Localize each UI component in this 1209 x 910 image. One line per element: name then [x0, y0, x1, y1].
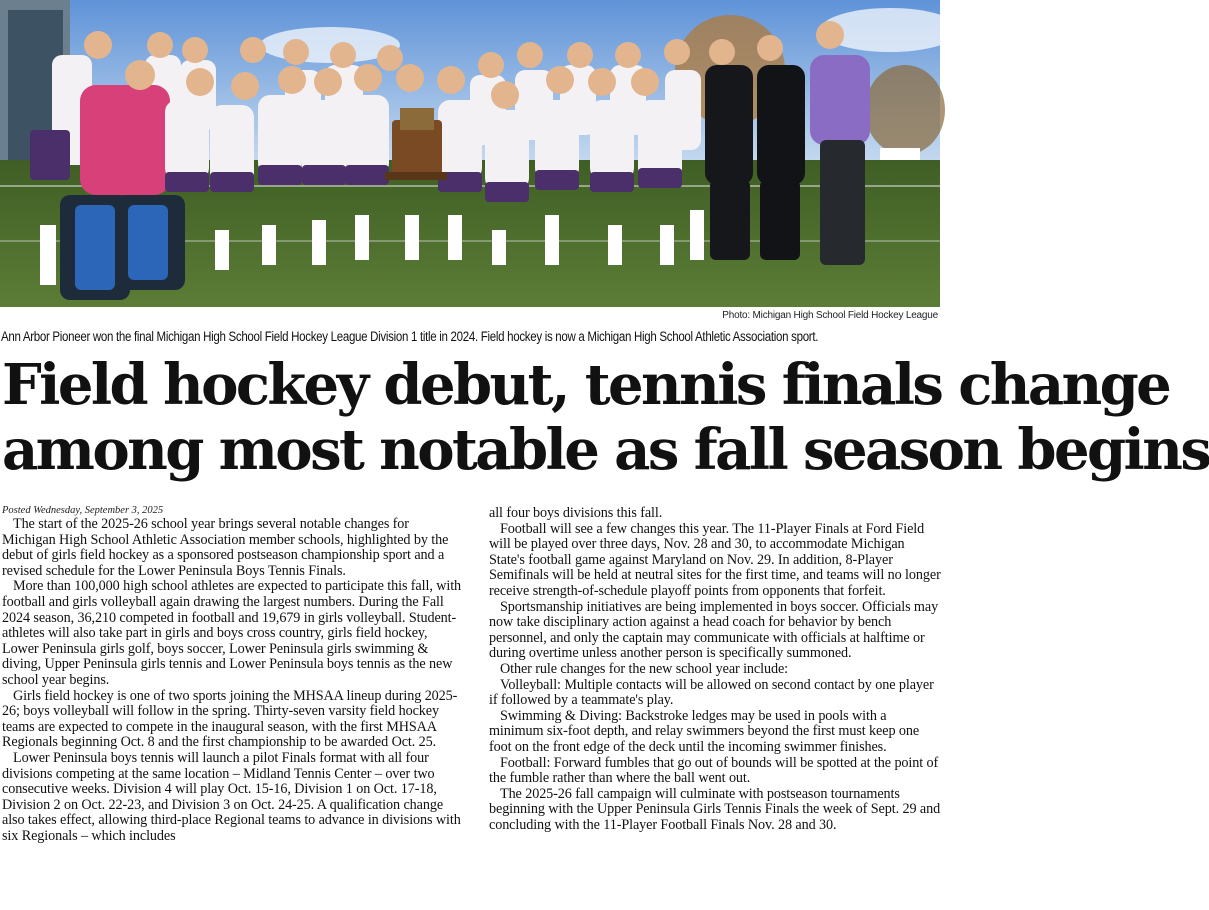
article-paragraph: Lower Peninsula boys tennis will launch a pilot Finals format with all four divisions competing at the same location – Midland Tennis Center – over two consecutive weeks. Division 4 will play Oct. 15-16, Division 1 on Oct. 17-18, Division 2 on Oct. 22-23, and Division 3 on Oct. 24-25. A qualification change also takes effect, allowing third-place Regional teams to advance in divisions with six Regionals – which includes — [2, 749, 461, 844]
article-paragraph: More than 100,000 high school athletes are expected to participate this fall, with football and girls volleyball again drawing the largest numbers. During the Fall 2024 season, 36,210 competed in football and 19,679 in girls volleyball. Student-athletes will also take part in girls and boys cross country, girls field hockey, Lower Peninsula girls golf, boys soccer, Lower Peninsula girls swimming & diving, Upper Peninsula girls tennis and Lower Peninsula boys tennis as the new school year begins. — [2, 578, 462, 688]
team-photo — [0, 0, 940, 307]
article-paragraph: Other rule changes for the new school year include: — [500, 660, 788, 677]
article-paragraph: Girls field hockey is one of two sports joining the MHSAA lineup during 2025-26; boys volleyball will follow in the spring. Thirty-seven varsity field hockey teams are expected to compete in the inaugural season, with the first MHSAA Regionals beginning Oct. 8 and the first championship to be awarded Oct. 25. — [2, 687, 458, 751]
article-paragraph: The start of the 2025-26 school year brings several notable changes for Michigan High School Athletic Association member schools, highlighted by the debut of girls field hockey as a sponsored postseason championship sport and a revised schedule for the Lower Peninsula Boys Tennis Finals. — [2, 516, 449, 579]
team-photo-illustration — [0, 0, 940, 307]
dateline: Posted Wednesday, September 3, 2025 — [2, 505, 164, 516]
headline-line-1: Field hockey debut, tennis finals change — [2, 352, 1170, 418]
headline — [2, 352, 1209, 483]
article-paragraph: Football will see a few changes this year. The 11-Player Finals at Ford Field will be played over three days, Nov. 28 and 30, to accommodate Michigan State's football game against Maryland on Nov. 29. In addition, 8-Player Semifinals will be held at neutral sites for the first time, and teams will no longer receive strength-of-schedule playoff points from opponents that forfeit. — [489, 520, 941, 599]
photo-caption: Ann Arbor Pioneer won the final Michigan High School Field Hockey League Division 1 title in 2024. Field hockey is now a Michigan High School Athletic Association sport. — [1, 329, 819, 344]
article-paragraph: Football: Forward fumbles that go out of bounds will be spotted at the point of the fumble rather than where the ball went out. — [489, 754, 939, 787]
headline-line-2: among most notable as fall season begins — [2, 417, 1209, 483]
article-paragraph-continued: all four boys divisions this fall. — [489, 505, 663, 521]
article-paragraph: Swimming & Diving: Backstroke ledges may be used in pools with a minimum six-foot depth, and relay swimmers beyond the first must keep one foot on the front edge of the deck until the incoming swimmer finishes. — [489, 707, 920, 755]
article-column-2 — [489, 506, 941, 833]
article-column-1 — [2, 517, 464, 844]
article-paragraph: Sportsmanship initiatives are being implemented in boys soccer. Officials may now take disciplinary action against a head coach for behavior by bench personnel, and only the captain may communicate with officials at halftime or during overtime unless another person is specifically summoned. — [489, 598, 939, 662]
photo-credit: Photo: Michigan High School Field Hockey League — [722, 310, 938, 321]
article-paragraph: Volleyball: Multiple contacts will be allowed on second contact by one player if followed by a teammate's play. — [489, 676, 934, 709]
article-paragraph: The 2025-26 fall campaign will culminate with postseason tournaments beginning with the Upper Peninsula Girls Tennis Finals the week of Sept. 29 and concluding with the 11-Player Football Finals Nov. 28 and 30. — [489, 785, 941, 833]
